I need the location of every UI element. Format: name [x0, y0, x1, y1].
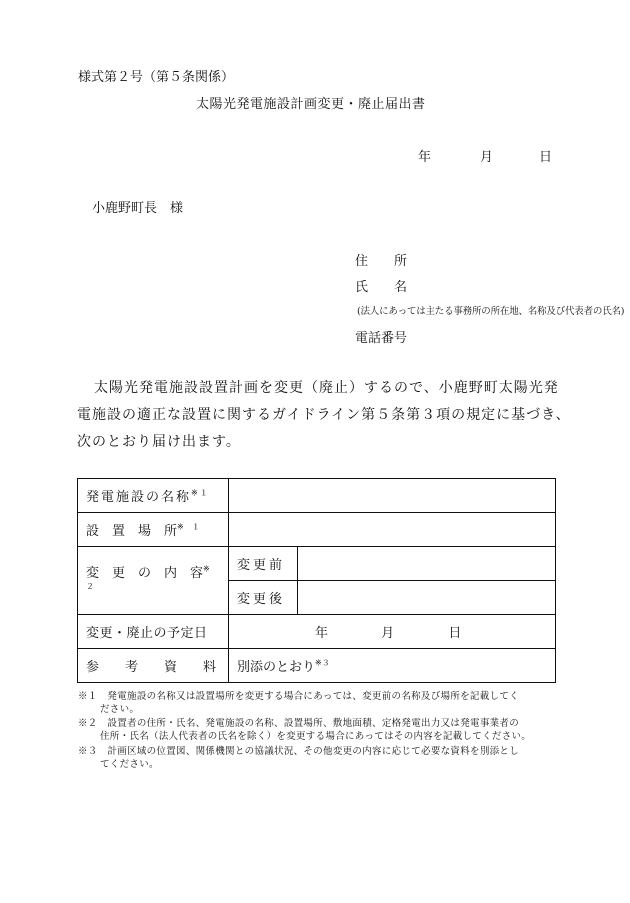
table-row-reference: [78, 649, 556, 683]
body-line-3: 次のとおり届け出ます。: [77, 434, 241, 450]
facility-name-label: 発電施設の名称$^{※1}$: [78, 479, 229, 513]
change-form-table: [77, 478, 556, 683]
date-year: 年: [418, 150, 432, 165]
facility-name-value[interactable]: [229, 479, 556, 513]
date-month: 月: [480, 150, 494, 165]
form-number: 様式第２号（第５条関係）: [78, 70, 235, 85]
table-row-change-before: [78, 547, 556, 581]
location-label: 設 置 場 所$^{※ 1}$: [78, 513, 229, 547]
after-change-value[interactable]: [298, 581, 556, 615]
addressee: 小鹿野町長 様: [92, 201, 184, 216]
address-label: 住 所: [355, 254, 408, 269]
change-content-label: 変 更 の 内 容$^{※ 2}$: [78, 547, 229, 615]
scheduled-year: 年: [315, 626, 329, 641]
reference-value: 別添のとおり$^{※3}$: [229, 649, 556, 683]
body-line-1: 太陽光発電施設設置計画を変更（廃止）するので、小鹿野町太陽光発: [94, 380, 559, 396]
table-row-location: [78, 513, 556, 547]
name-note: (法人にあっては主たる事務所の所在地、名称及び代表者の氏名): [357, 306, 625, 317]
table-row-facility-name: [78, 479, 556, 513]
location-footnote-mark: ※ １: [177, 522, 200, 532]
scheduled-day: 日: [448, 626, 462, 641]
before-change-value[interactable]: [298, 547, 556, 581]
footnote-1: ※１ 発電施設の名称又は設置場所を変更する場合にあっては、変更前の名称及び場所を記載してく ださい。: [78, 691, 519, 715]
reference-footnote-mark: ※３: [315, 658, 330, 668]
location-value[interactable]: [229, 513, 556, 547]
body-line-2: 電施設の適正な設置に関するガイドライン第５条第３項の規定に基づき、: [77, 407, 571, 423]
reference-label: 参 考 資 料: [78, 649, 229, 683]
table-row-date: [78, 615, 556, 649]
phone-label: 電話番号: [355, 331, 408, 346]
footnote-3: ※３ 計画区域の位置図、関係機関との協議状況、その他変更の内容に応じて必要な資料を別添とし てください。: [78, 746, 520, 770]
date-day: 日: [539, 150, 553, 165]
footnote-2: ※２ 設置者の住所・氏名、発電施設の名称、設置場所、敷地面積、定格発電出力又は発電事業者の 住所・氏名（法人代表者の氏名を除く）を変更する場合にあってはその内容を記載してください。: [78, 718, 532, 742]
after-change-label: 変更後: [229, 581, 298, 615]
scheduled-date-value[interactable]: [229, 615, 556, 649]
scheduled-date-label: 変更・廃止の予定日: [78, 615, 229, 649]
facility-name-footnote-mark: ※１: [191, 488, 210, 498]
scheduled-month: 月: [381, 626, 395, 641]
change-footnote-mark: ※ ２: [86, 565, 218, 592]
document-title: 太陽光発電施設計画変更・廃止届出書: [196, 97, 426, 112]
name-label: 氏 名: [355, 280, 408, 295]
before-change-label: 変更前: [229, 547, 298, 581]
